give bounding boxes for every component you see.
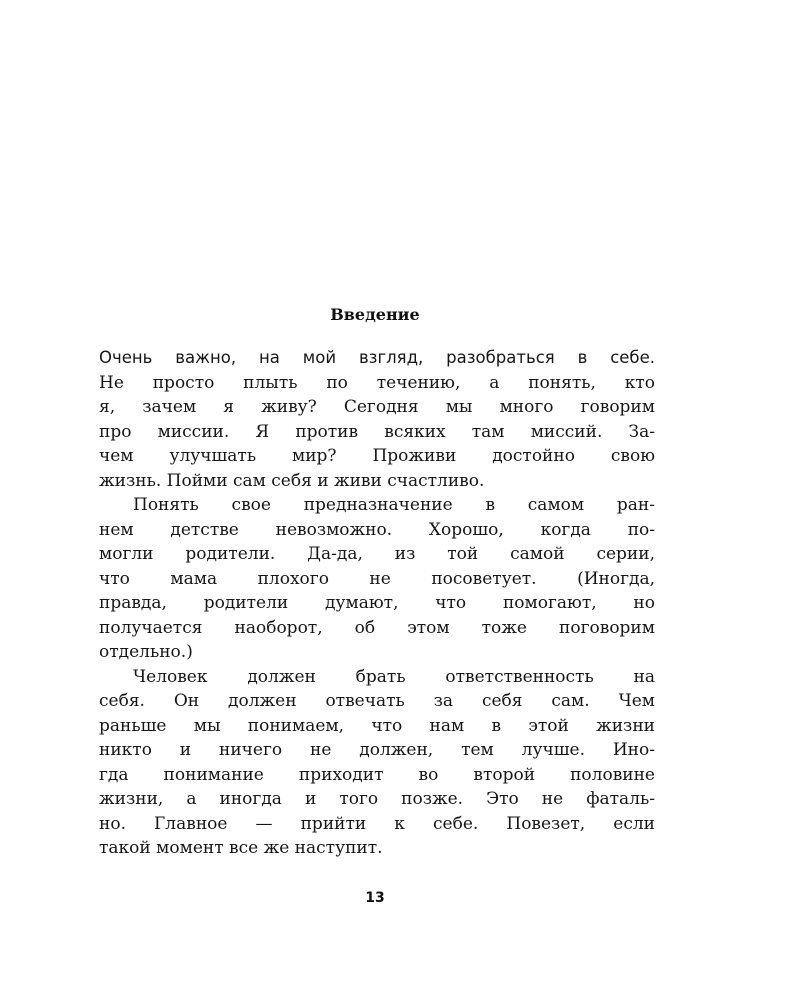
text-line: что мама плохого не посоветует. (Иногда, (99, 568, 655, 589)
text-line: жизнь. Пойми сам себя и живи счастливо. (99, 470, 485, 491)
text-line: могли родители. Да-да, из той самой серии, (99, 544, 655, 564)
text-line: Очень важно, на мой взгляд, разобраться в себе. (99, 348, 655, 367)
text-line: отдельно.) (99, 642, 193, 662)
text-line: правда, родители думают, что помогают, но (99, 593, 655, 613)
text-line: про миссии. Я против всяких там миссий. За- (99, 421, 655, 442)
text-line: никто и ничего не должен, тем лучше. Ино- (99, 740, 655, 760)
text-line: такой момент все же наступит. (99, 838, 383, 858)
text-line: жизни, а иногда и того позже. Это не фаталь- (99, 789, 655, 809)
text-line: я, зачем я живу? Сегодня мы много говорим (99, 397, 655, 417)
text-line: себя. Он должен отвечать за себя сам. Чем (99, 691, 655, 711)
page-number: 13 (365, 890, 385, 906)
text-line: Не просто плыть по течению, а понять, кто (99, 372, 655, 393)
text-line: нем детстве невозможно. Хорошо, когда по- (99, 519, 655, 540)
text-line: получается наоборот, об этом тоже поговорим (99, 617, 655, 638)
text-line: Понять свое предназначение в самом ран- (133, 495, 655, 515)
chapter-body (99, 346, 655, 861)
text-line: Человек должен брать ответственность на (133, 666, 655, 687)
text-line: раньше мы понимаем, что нам в этой жизни (99, 715, 655, 736)
text-line: чем улучшать мир? Проживи достойно свою (99, 446, 655, 466)
chapter-title: Введение (330, 305, 420, 324)
text-line: гда понимание приходит во второй половине (99, 764, 655, 785)
text-line: но. Главное — прийти к себе. Повезет, если (99, 813, 655, 834)
